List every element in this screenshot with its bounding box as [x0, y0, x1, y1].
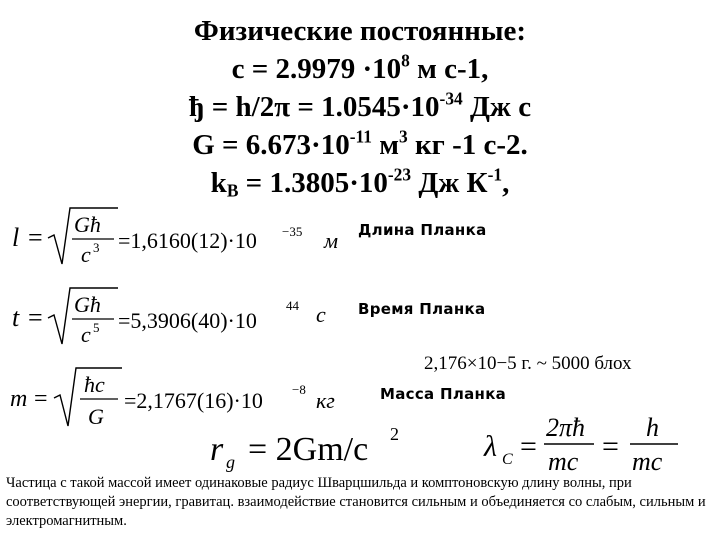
- denominator: c: [81, 322, 91, 347]
- planck-time-value: =5,3906(40)·10: [118, 308, 257, 333]
- denominator-exponent: 3: [93, 240, 100, 255]
- boltzmann-constant-line: $k_B = 1.3805\cdot 10^{-23}$ Дж $К^{-1}$,: [210, 164, 510, 201]
- compton-subscript: C: [502, 451, 513, 468]
- planck-mass-value: =2,1767(16)·10: [124, 388, 263, 413]
- denominator-exponent: 5: [93, 320, 100, 335]
- compton-denominator-2: mc: [632, 447, 663, 476]
- planck-length-label: Длина Планка: [358, 221, 487, 239]
- planck-mass-aside: 2,176×10−5 г. ~ 5000 блох: [424, 353, 632, 374]
- planck-length-formula: [10, 202, 350, 270]
- planck-length-unit: м: [324, 228, 339, 253]
- constants-title: Физические постоянные:: [193, 15, 527, 47]
- denominator: c: [81, 242, 91, 267]
- planck-constant-line: $ђ = h/2\pi = 1.0545\cdot 10^{-34}$ Дж с: [188, 88, 532, 123]
- equals-sign: =: [520, 430, 537, 463]
- denominator: G: [88, 404, 104, 429]
- planck-mass-exponent: −8: [292, 382, 306, 397]
- compton-symbol: λ: [484, 430, 497, 463]
- planck-mass-symbol: m: [10, 386, 28, 412]
- numerator: Għ: [74, 212, 101, 237]
- schwarzschild-exponent: 2: [390, 424, 399, 444]
- planck-length-symbol: l: [12, 223, 20, 252]
- planck-length-svg: [10, 202, 350, 270]
- equals-sign: =: [28, 303, 43, 332]
- planck-length-value: =1,6160(12)·10: [118, 228, 257, 253]
- planck-time-symbol: t: [12, 303, 20, 332]
- gravitational-constant-line: $G = 6.673\cdot 10^{-11}$ $м^3$ кг -1 с-2.: [192, 126, 528, 161]
- planck-time-svg: [10, 282, 350, 350]
- schwarzschild-symbol: r: [210, 431, 224, 468]
- speed-of-light-line: $c = 2.9979 \cdot 10^8$ м с-1,: [231, 50, 489, 85]
- planck-length-exponent: −35: [282, 224, 303, 239]
- constants-header: [0, 12, 720, 202]
- planck-time-label: Время Планка: [358, 300, 486, 318]
- explanatory-note: Частица с такой массой имеет одинаковые радиус Шварцшильда и комптоновскую длину волны, при соответствующей энергии, гравитац. взаимодействие становится сильным и объединяется со слабым, сильным и электромагнитным.: [6, 475, 706, 529]
- equals-sign: =: [28, 223, 43, 252]
- compton-denominator-1: mc: [548, 447, 579, 476]
- schwarzschild-subscript: g: [226, 452, 235, 472]
- radii-formulas: [200, 410, 700, 476]
- equals-sign: =: [34, 386, 48, 412]
- numerator: ħc: [84, 372, 105, 397]
- compton-numerator-2: h: [646, 413, 659, 442]
- planck-mass-label: Масса Планка: [380, 385, 507, 403]
- schwarzschild-formula: = 2Gm/c: [248, 431, 369, 468]
- equals-sign: =: [602, 430, 619, 463]
- radii-svg: [200, 410, 700, 476]
- compton-numerator-1: 2πħ: [546, 413, 586, 442]
- planck-mass-unit: кг: [316, 388, 335, 413]
- planck-time-exponent: 44: [286, 298, 299, 313]
- planck-time-unit: c: [316, 302, 326, 327]
- numerator: Għ: [74, 292, 101, 317]
- planck-time-formula: [10, 282, 350, 350]
